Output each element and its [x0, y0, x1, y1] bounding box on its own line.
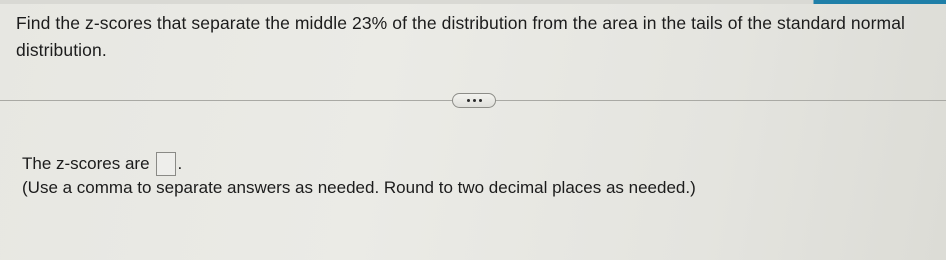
ellipsis-dot-icon	[473, 99, 476, 102]
question-text: Find the z-scores that separate the middle 23% of the distribution from the area in the tails of the standard normal distribution.	[16, 13, 906, 60]
answer-instruction: (Use a comma to separate answers as needed. Round to two decimal places as needed.)	[22, 178, 696, 197]
ellipsis-dot-icon	[479, 99, 482, 102]
top-accent-strip	[0, 0, 946, 4]
answer-period: .	[177, 154, 183, 173]
answer-line	[22, 152, 182, 176]
ellipsis-dot-icon	[467, 99, 470, 102]
expand-more-button[interactable]	[452, 93, 496, 108]
answer-input[interactable]	[156, 152, 176, 176]
answer-prompt: The z-scores are	[22, 154, 150, 173]
